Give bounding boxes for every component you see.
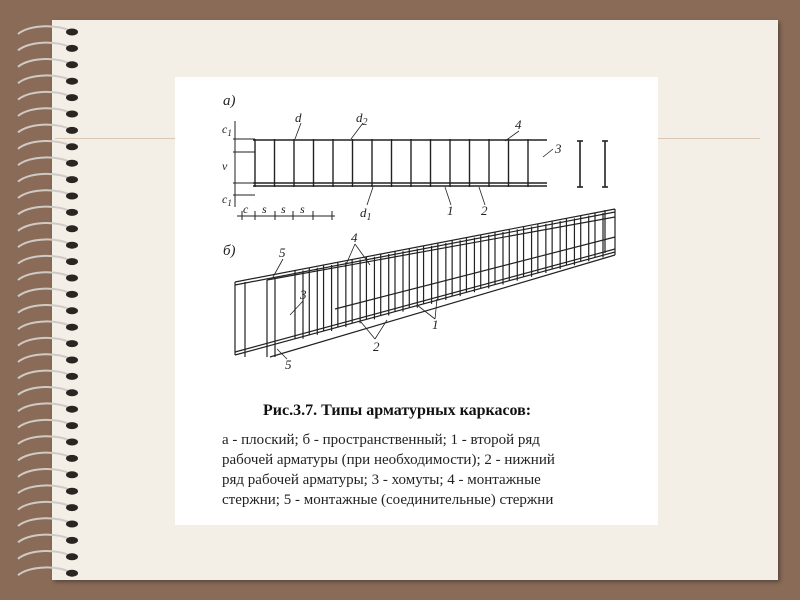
cage-end-view [577, 141, 608, 187]
binding-hole [66, 570, 78, 577]
binding-ring [18, 141, 72, 149]
binding-hole [66, 29, 78, 36]
binding-ring [18, 403, 72, 411]
binding-ring [18, 453, 72, 461]
binding-ring [18, 157, 72, 165]
binding-ring [18, 223, 72, 231]
binding-ring [18, 305, 72, 313]
reinforcement-cage-drawing [175, 77, 658, 407]
binding-ring [18, 43, 72, 51]
label-a-2: 2 [481, 203, 488, 218]
binding-hole [66, 357, 78, 364]
binding-hole [66, 45, 78, 52]
label-a-4: 4 [515, 117, 522, 132]
binding-hole [66, 160, 78, 167]
caption-line: а - плоский; б - пространственный; 1 - второй ряд [222, 432, 540, 448]
spiral-binding [0, 0, 90, 600]
caption-line: рабочей арматуры (при необходимости); 2 - нижний [222, 452, 555, 468]
binding-hole [66, 373, 78, 380]
binding-hole [66, 324, 78, 331]
label-b-5-top: 5 [279, 245, 286, 260]
leader-lines-b [273, 244, 437, 359]
binding-ring [18, 436, 72, 444]
binding-hole [66, 258, 78, 265]
binding-hole [66, 439, 78, 446]
label-panel-a: а) [223, 93, 236, 109]
binding-ring [18, 59, 72, 67]
binding-ring [18, 289, 72, 297]
binding-hole [66, 389, 78, 396]
label-c1-top: $c_1$ [222, 122, 232, 138]
binding-ring [18, 354, 72, 362]
binding-hole [66, 422, 78, 429]
figure-caption-title [263, 402, 643, 420]
binding-hole [66, 193, 78, 200]
figure-title: Типы арматурных каркасов: [321, 402, 532, 419]
binding-hole [66, 504, 78, 511]
binding-ring [18, 469, 72, 477]
binding-hole [66, 275, 78, 282]
binding-hole [66, 340, 78, 347]
binding-hole [66, 61, 78, 68]
binding-ring [18, 92, 72, 100]
binding-ring [18, 207, 72, 215]
binding-hole [66, 94, 78, 101]
figure-number: Рис.3.7. [263, 402, 318, 419]
binding-hole [66, 242, 78, 249]
binding-hole [66, 307, 78, 314]
figure-panel [175, 77, 658, 525]
spatial-cage [235, 209, 615, 357]
binding-ring [18, 272, 72, 280]
label-panel-b: б) [223, 243, 236, 259]
binding-hole [66, 143, 78, 150]
binding-hole [66, 455, 78, 462]
binding-ring [18, 321, 72, 329]
binding-ring [18, 551, 72, 559]
label-s-2: s [281, 202, 286, 216]
binding-ring [18, 485, 72, 493]
caption-line: стержни; 5 - монтажные (соединительные) стержни [222, 492, 554, 508]
binding-hole [66, 176, 78, 183]
flat-cage [253, 139, 547, 187]
binding-ring [18, 256, 72, 264]
label-a-3: 3 [555, 141, 562, 156]
binding-hole [66, 78, 78, 85]
binding-hole [66, 111, 78, 118]
binding-hole [66, 471, 78, 478]
binding-ring [18, 535, 72, 543]
binding-ring [18, 26, 72, 34]
label-d: d [295, 110, 302, 125]
label-b-5-bottom: 5 [285, 357, 292, 372]
binding-ring [18, 108, 72, 116]
figure-caption-body [222, 430, 652, 510]
label-b-4: 4 [351, 230, 358, 245]
binding-ring [18, 338, 72, 346]
binding-hole [66, 209, 78, 216]
label-d2: $d_2$ [356, 110, 368, 128]
label-s-3: s [300, 202, 305, 216]
binding-ring [18, 239, 72, 247]
leader-lines-a [295, 123, 553, 205]
binding-hole [66, 127, 78, 134]
binding-ring [18, 518, 72, 526]
label-s-1: s [262, 202, 267, 216]
label-c: c [243, 202, 249, 216]
label-d1: $d_1$ [360, 205, 372, 223]
binding-hole [66, 225, 78, 232]
label-c1-bottom: $c_1$ [222, 192, 232, 208]
binding-hole [66, 488, 78, 495]
binding-ring [18, 174, 72, 182]
binding-hole [66, 406, 78, 413]
binding-hole [66, 537, 78, 544]
binding-ring [18, 75, 72, 83]
binding-hole [66, 553, 78, 560]
label-b-3: 3 [300, 287, 307, 302]
binding-ring [18, 387, 72, 395]
label-b-1: 1 [432, 317, 439, 332]
binding-ring [18, 502, 72, 510]
binding-ring [18, 125, 72, 133]
binding-ring [18, 420, 72, 428]
binding-ring [18, 190, 72, 198]
binding-ring [18, 567, 72, 575]
binding-hole [66, 521, 78, 528]
caption-line: ряд рабочей арматуры; 3 - хомуты; 4 - монтажные [222, 472, 541, 488]
label-v: v [222, 159, 228, 173]
label-a-1: 1 [447, 203, 454, 218]
binding-hole [66, 291, 78, 298]
label-b-2: 2 [373, 339, 380, 354]
binding-ring [18, 371, 72, 379]
